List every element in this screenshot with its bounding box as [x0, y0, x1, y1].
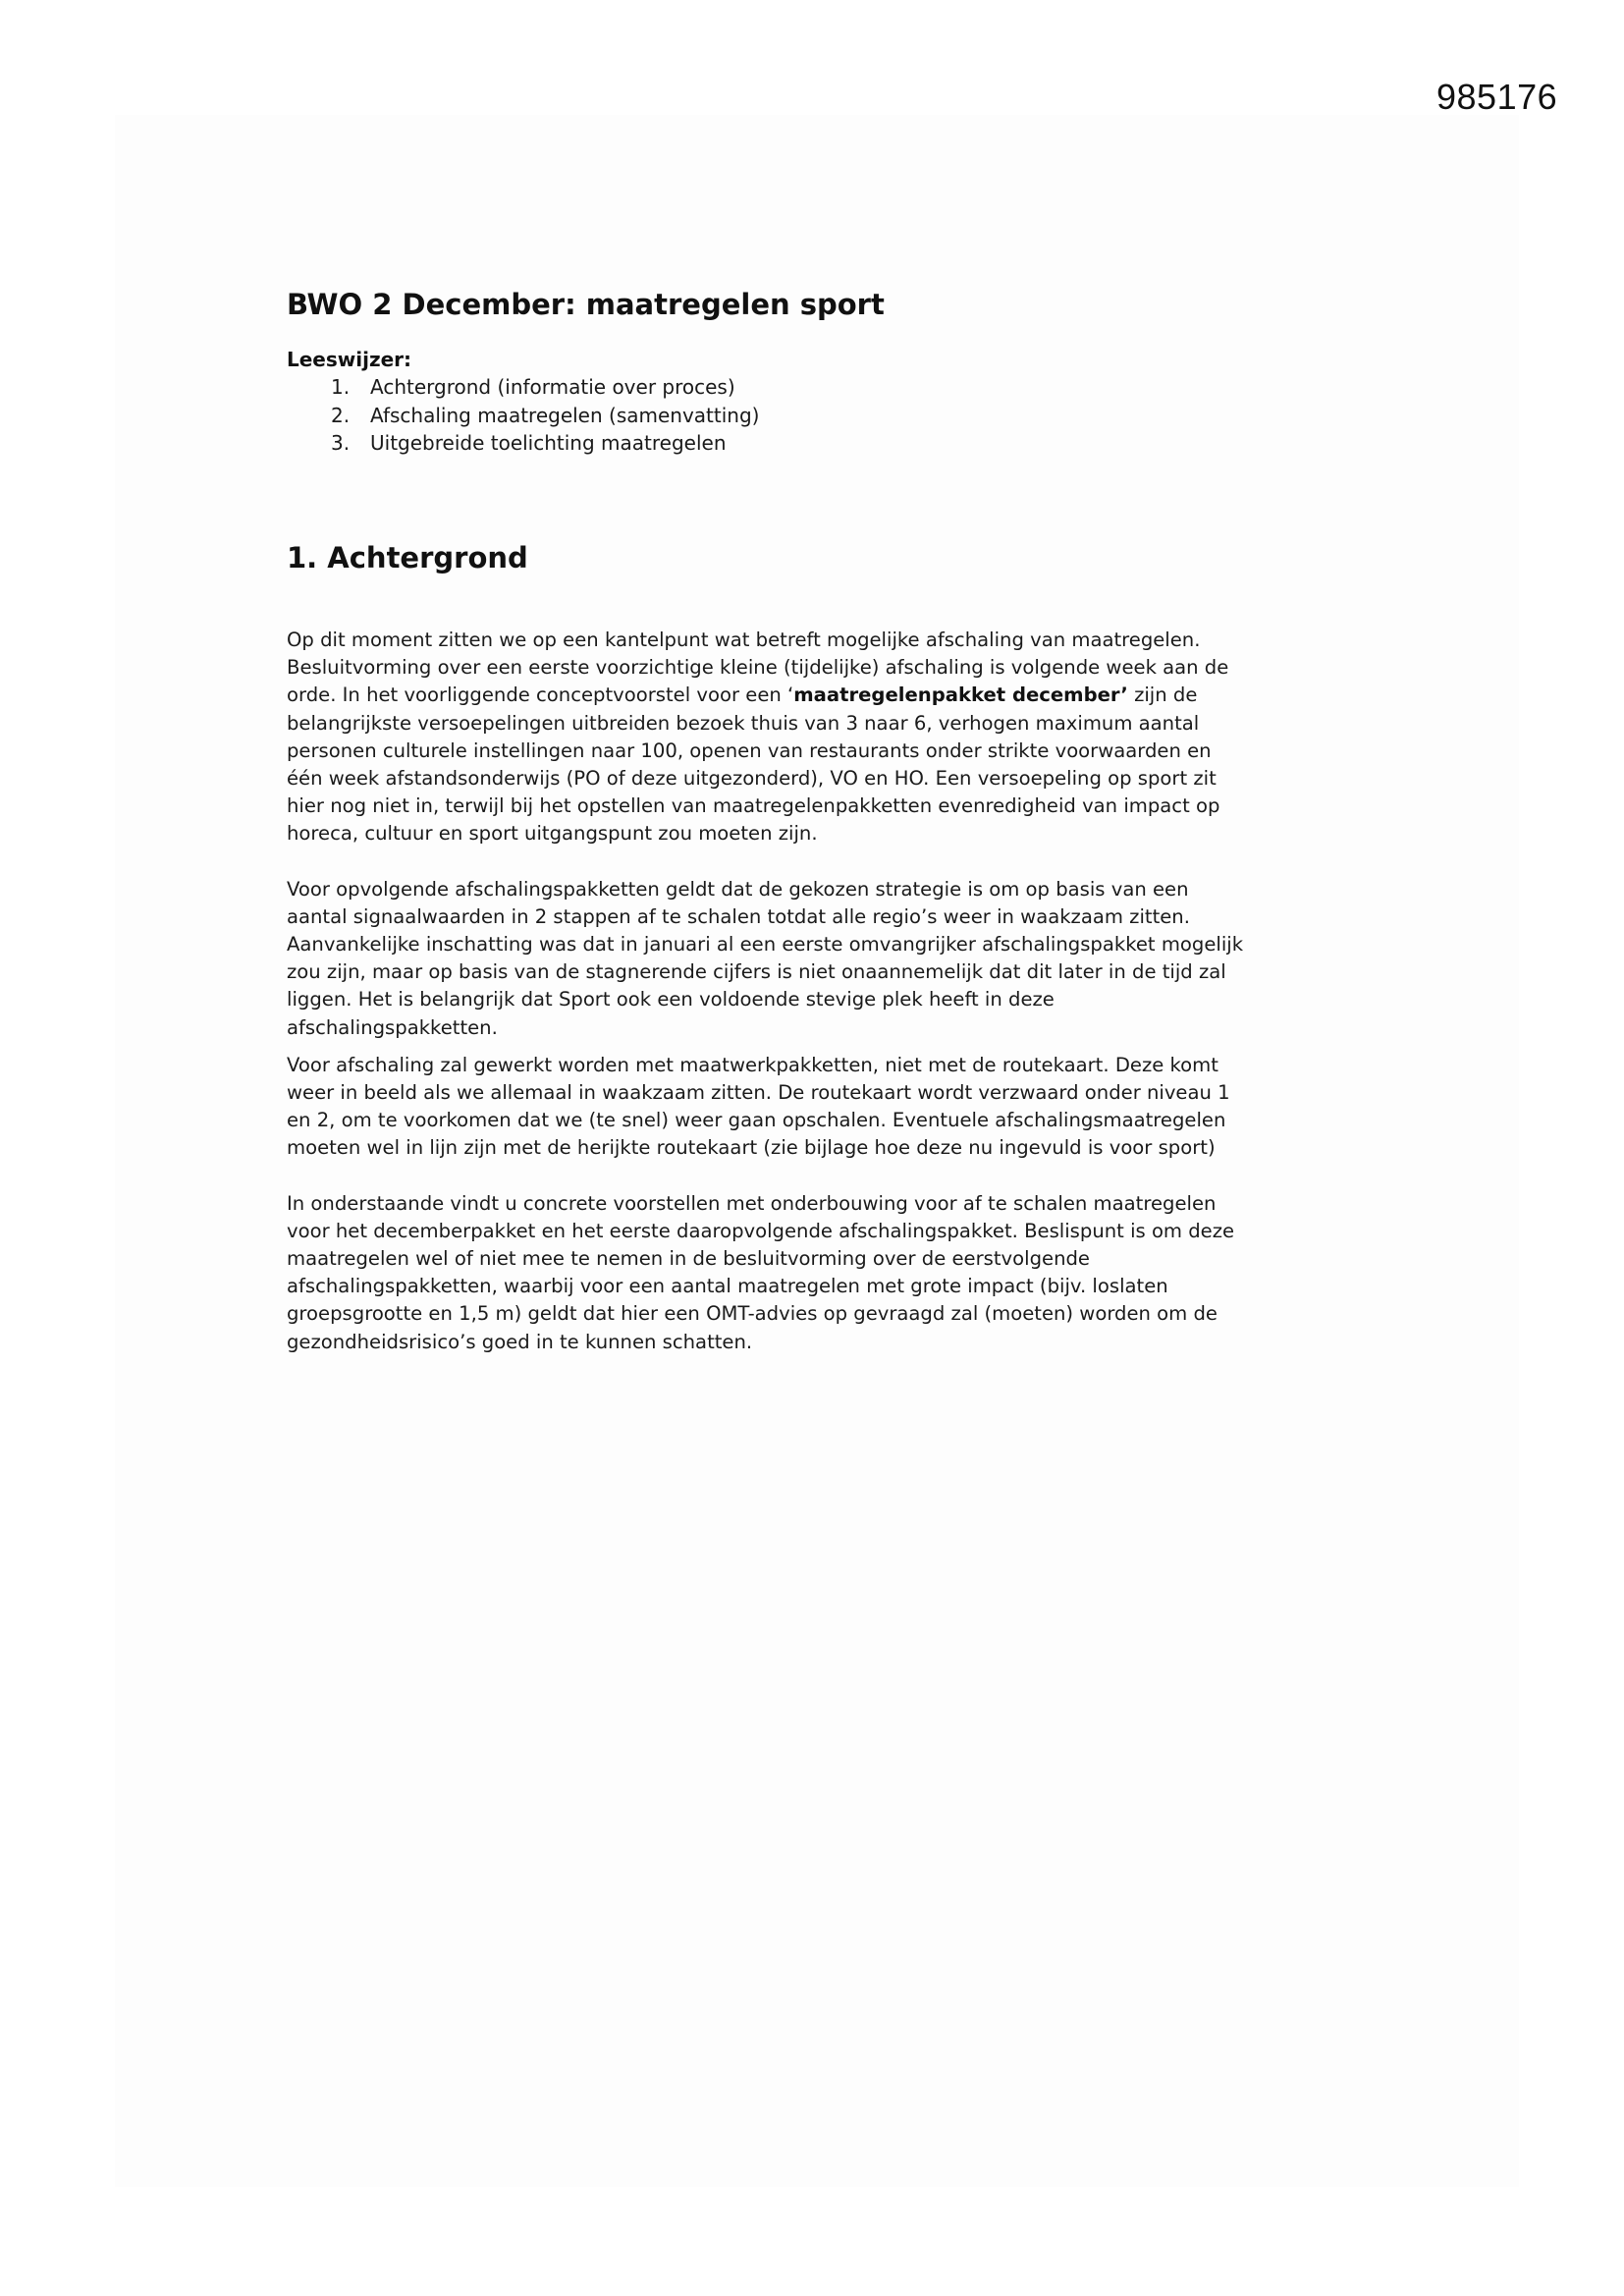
text-line: één week afstandsonderwijs (PO of deze uitgezonderd), VO en HO. Een versoepeling op sport zit: [287, 767, 1217, 791]
text-line: afschalingspakketten, waarbij voor een aantal maatregelen met grote impact (bijv. loslaten: [287, 1275, 1168, 1298]
paragraph-spacer: [287, 848, 1357, 876]
text-line: horeca, cultuur en sport uitgangspunt zou moeten zijn.: [287, 822, 818, 846]
reading-guide-item: [331, 429, 1357, 458]
text-line: liggen. Het is belangrijk dat Sport ook een voldoende stevige plek heeft in deze: [287, 988, 1055, 1011]
text-line: aantal signaalwaarden in 2 stappen af te schalen totdat alle regio’s weer in waakzaam zitten.: [287, 904, 1190, 928]
list-item-label: Achtergrond (informatie over proces): [370, 375, 735, 399]
text-segment: orde. In het voorliggende conceptvoorstel voor een ‘: [287, 683, 794, 707]
list-number: 3.: [331, 431, 351, 455]
reading-guide-item: [331, 402, 1357, 430]
reading-guide: [287, 346, 1357, 458]
section-body: [287, 627, 1357, 1356]
text-segment: zijn de: [1127, 683, 1198, 707]
text-line: voor het decemberpakket en het eerste daaropvolgende afschalingspakket. Beslispunt is om deze: [287, 1219, 1235, 1242]
text-line: [287, 682, 1357, 709]
text-line: en 2, om te voorkomen dat we (te snel) weer gaan opschalen. Eventuele afschalingsmaatregelen: [287, 1109, 1226, 1132]
list-item-label: Afschaling maatregelen (samenvatting): [370, 403, 760, 427]
paragraph-3: [287, 1052, 1357, 1163]
paragraph-4: [287, 1190, 1357, 1356]
text-line: afschalingspakketten.: [287, 1015, 498, 1039]
text-line: groepsgrootte en 1,5 m) geldt dat hier een OMT-advies op gevraagd zal (moeten) worden om de: [287, 1302, 1218, 1326]
text-line: zou zijn, maar op basis van de stagnerende cijfers is niet onaannemelijk dat dit later in de tijd zal: [287, 960, 1226, 984]
bold-term: maatregelenpakket december’: [793, 683, 1128, 707]
text-line: moeten wel in lijn zijn met de herijkte routekaart (zie bijlage hoe deze nu ingevuld is voor sport): [287, 1136, 1216, 1160]
paragraph-1: [287, 627, 1357, 848]
text-line: In onderstaande vindt u concrete voorstellen met onderbouwing voor af te schalen maatregelen: [287, 1191, 1217, 1215]
text-line: personen culturele instellingen naar 100, openen van restaurants onder strikte voorwaarden en: [287, 738, 1212, 762]
text-line: Aanvankelijke inschatting was dat in januari al een eerste omvangrijker afschalingspakket mogelijk: [287, 933, 1244, 957]
reading-guide-list: [287, 373, 1357, 458]
paragraph-spacer: [287, 1163, 1357, 1190]
text-line: Voor opvolgende afschalingspakketten geldt dat de gekozen strategie is om op basis van een: [287, 877, 1189, 901]
text-line: maatregelen wel of niet mee te nemen in de besluitvorming over de eerstvolgende: [287, 1247, 1090, 1271]
list-number: 2.: [331, 403, 351, 427]
text-line: Voor afschaling zal gewerkt worden met maatwerkpakketten, niet met de routekaart. Deze komt: [287, 1053, 1218, 1076]
list-number: 1.: [331, 375, 351, 399]
text-line: hier nog niet in, terwijl bij het opstellen van maatregelenpakketten evenredigheid van impact op: [287, 794, 1220, 818]
paragraph-spacer: [287, 1042, 1357, 1052]
text-line: gezondheidsrisico’s goed in te kunnen schatten.: [287, 1330, 753, 1353]
text-line: Besluitvorming over een eerste voorzichtige kleine (tijdelijke) afschaling is volgende week aan de: [287, 656, 1229, 680]
document-body: [287, 287, 1357, 1353]
list-item-label: Uitgebreide toelichting maatregelen: [370, 431, 727, 455]
text-line: belangrijkste versoepelingen uitbreiden bezoek thuis van 3 naar 6, verhogen maximum aantal: [287, 711, 1200, 735]
reading-guide-label: Leeswijzer:: [287, 348, 412, 371]
document-title: BWO 2 December: maatregelen sport: [287, 288, 885, 321]
reading-guide-item: [331, 373, 1357, 402]
section-heading-achtergrond: 1. Achtergrond: [287, 541, 528, 574]
paragraph-2: [287, 876, 1357, 1042]
text-line: Op dit moment zitten we op een kantelpunt wat betreft mogelijke afschaling van maatregelen.: [287, 629, 1201, 651]
text-line: weer in beeld als we allemaal in waakzaam zitten. De routekaart wordt verzwaard onder niveau 1: [287, 1081, 1230, 1105]
document-number: 985176: [1436, 77, 1558, 117]
